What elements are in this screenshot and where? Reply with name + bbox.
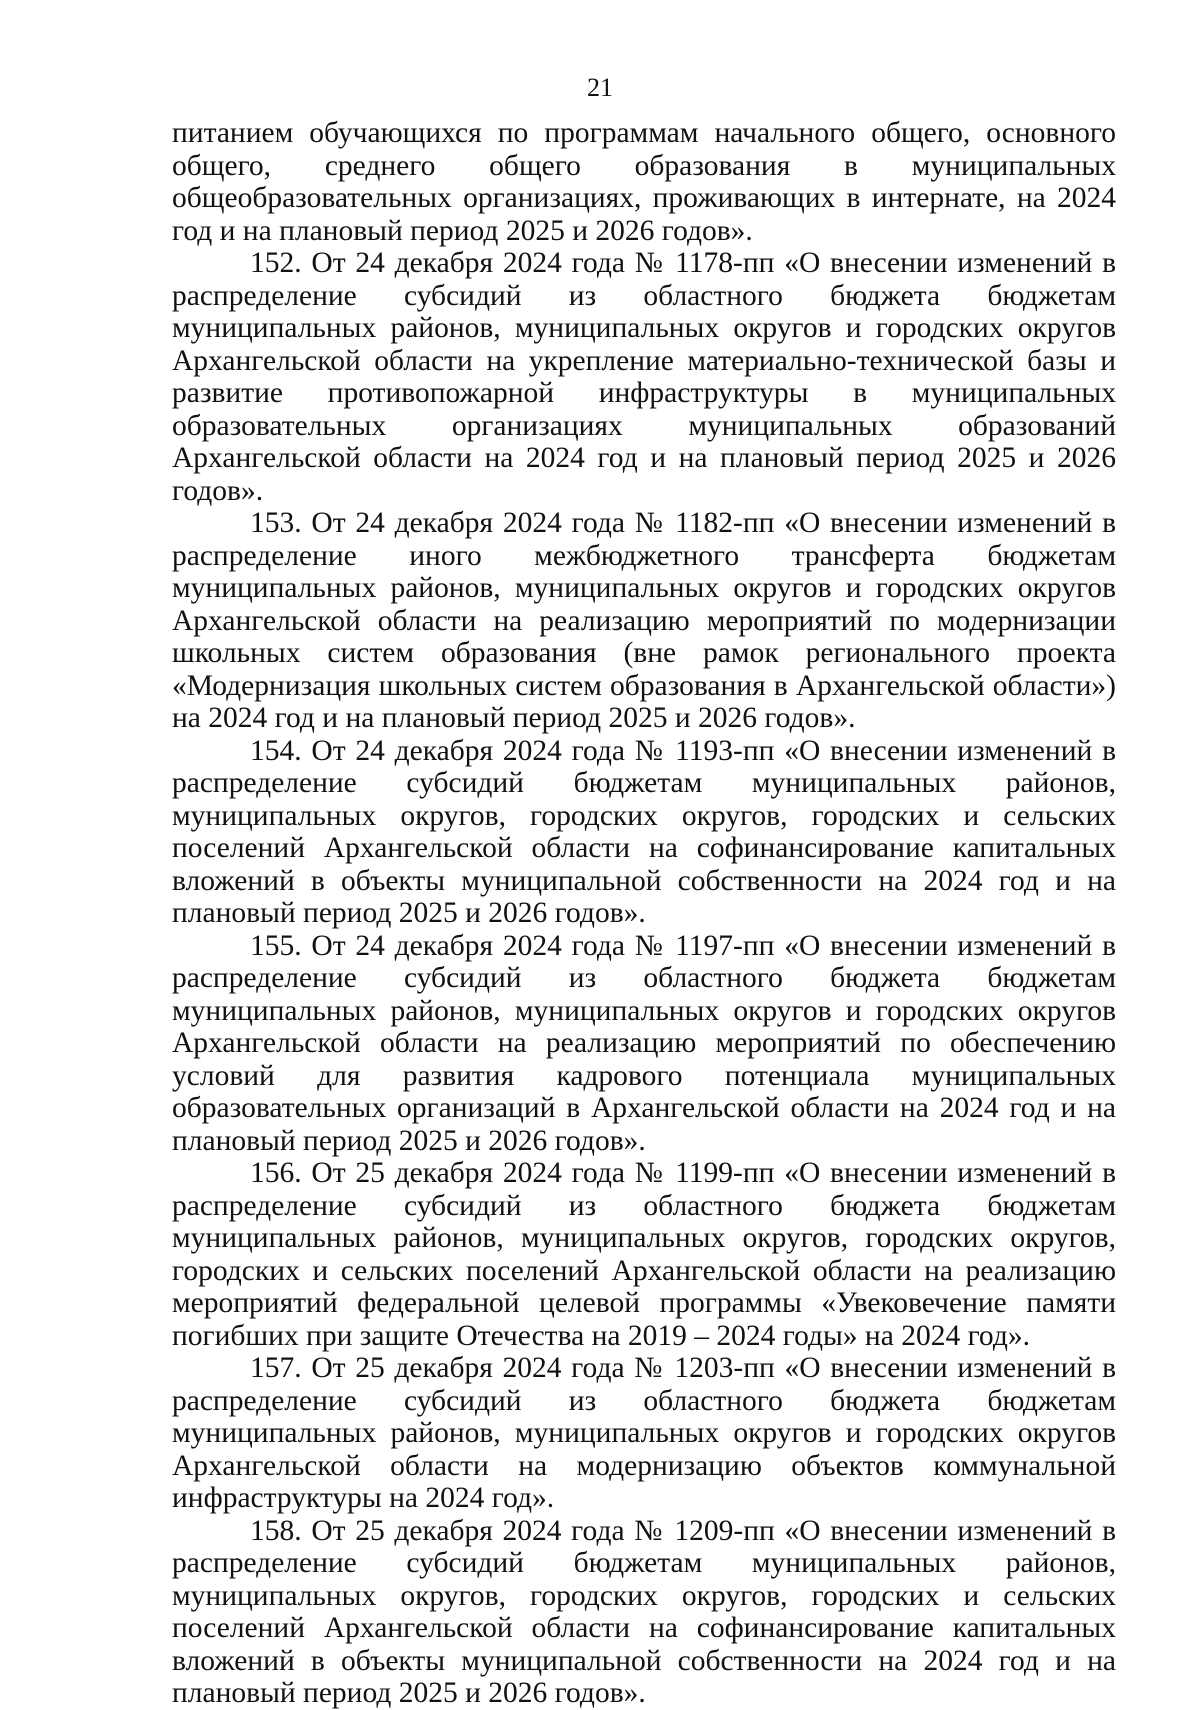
paragraph-continuation: питанием обучающихся по программам начального общего, основного общего, среднего общего образования в муниципальных общеобразовательных организациях, проживающих в интернате, на 2024 год и на плановый период 2025 и 2026 годов». [172, 117, 1116, 247]
list-item-158: 158. От 25 декабря 2024 года № 1209-пп «О внесении изменений в распределение субсидий бюджетам муниципальных районов, муниципальных округов, городских округов, городских и сельских поселений Архангельской области на софинансирование капитальных вложений в объекты муниципальной собственности на 2024 год и на плановый период 2025 и 2026 годов». [172, 1514, 1116, 1709]
list-item-155: 155. От 24 декабря 2024 года № 1197-пп «О внесении изменений в распределение субсидий из областного бюджета бюджетам муниципальных районов, муниципальных округов и городских округов Архангельской области на реализацию мероприятий по обеспечению условий для развития кадрового потенциала муниципальных образовательных организаций в Архангельской области на 2024 год и на плановый период 2025 и 2026 годов». [172, 929, 1116, 1157]
list-item-157: 157. От 25 декабря 2024 года № 1203-пп «О внесении изменений в распределение субсидий из областного бюджета бюджетам муниципальных районов, муниципальных округов и городских округов Архангельской области на модернизацию объектов коммунальной инфраструктуры на 2024 год». [172, 1352, 1116, 1514]
list-item-156: 156. От 25 декабря 2024 года № 1199-пп «О внесении изменений в распределение субсидий из областного бюджета бюджетам муниципальных районов, муниципальных округов, городских округов, городских и сельских поселений Архангельской области на реализацию мероприятий федеральной целевой программы «Увековечение памяти погибших при защите Отечества на 2019 – 2024 годы» на 2024 год». [172, 1157, 1116, 1352]
list-item-152: 152. От 24 декабря 2024 года № 1178-пп «О внесении изменений в распределение субсидий из областного бюджета бюджетам муниципальных районов, муниципальных округов и городских округов Архангельской области на укрепление материально-технической базы и развитие противопожарной инфраструктуры в муниципальных образовательных организациях муниципальных образований Архангельской области на 2024 год и на плановый период 2025 и 2026 годов». [172, 247, 1116, 507]
list-item-154: 154. От 24 декабря 2024 года № 1193-пп «О внесении изменений в распределение субсидий бюджетам муниципальных районов, муниципальных округов, городских округов, городских и сельских поселений Архангельской области на софинансирование капитальных вложений в объекты муниципальной собственности на 2024 год и на плановый период 2025 и 2026 годов». [172, 734, 1116, 929]
page-number: 21 [587, 73, 613, 102]
list-item-153: 153. От 24 декабря 2024 года № 1182-пп «О внесении изменений в распределение иного межбюджетного трансферта бюджетам муниципальных районов, муниципальных округов и городских округов Архангельской области на реализацию мероприятий по модернизации школьных систем образования (вне рамок регионального проекта «Модернизация школьных систем образования в Архангельской области») на 2024 год и на плановый период 2025 и 2026 годов». [172, 507, 1116, 734]
document-body [172, 117, 1116, 1710]
